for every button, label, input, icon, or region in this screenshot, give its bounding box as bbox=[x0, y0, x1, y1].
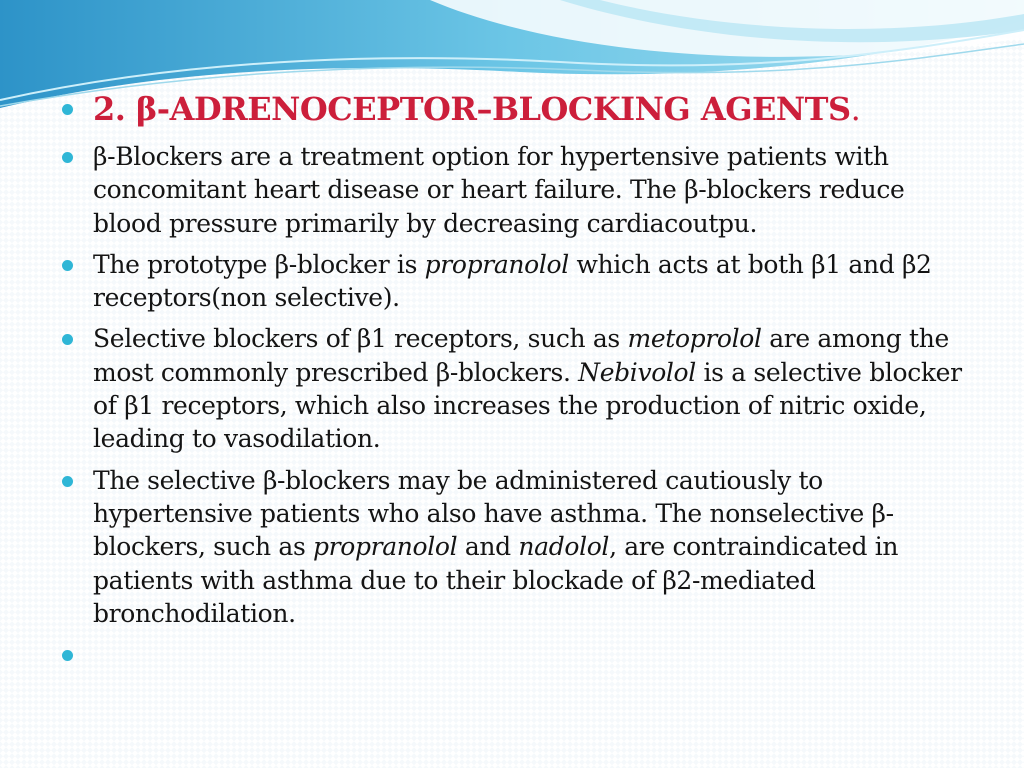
bullet-dot-icon bbox=[62, 650, 73, 661]
drug-name: Nebivolol bbox=[578, 357, 696, 387]
bullet-dot-icon bbox=[62, 152, 73, 163]
bullet-item-1 bbox=[62, 140, 967, 240]
drug-name: propranolol bbox=[313, 532, 458, 562]
drug-name: propranolol bbox=[424, 249, 569, 279]
bullet-item-4 bbox=[62, 464, 967, 630]
slide-title: 2. β-ADRENOCEPTOR–BLOCKING AGENTS. bbox=[93, 90, 861, 128]
bullet-item-empty bbox=[62, 638, 967, 671]
bullet-text: Selective blockers of β1 receptors, such as metoprolol are among the most commonly prescribed β-blockers. Nebivolol is a selective blocker of β1 receptors, which also increases the production of nitric oxide, leading to vasodilation. bbox=[93, 324, 962, 454]
bullet-text: The prototype β-blocker is propranolol which acts at both β1 and β2 receptors(non selective). bbox=[93, 249, 932, 313]
slide-body bbox=[62, 86, 967, 671]
bullet-text: The selective β-blockers may be administered cautiously to hypertensive patients who also have asthma. The nonselective β-blockers, such as propranolol and nadolol, are contraindicated in patients with asthma due to their blockade of β2-mediated bronchodilation. bbox=[93, 465, 899, 628]
bullet-item-2 bbox=[62, 248, 967, 315]
bullet-item-3 bbox=[62, 322, 967, 455]
bullet-dot-icon bbox=[62, 260, 73, 271]
bullet-dot-icon bbox=[62, 476, 73, 487]
bullet-dot-icon bbox=[62, 104, 73, 115]
bullet-text: β-Blockers are a treatment option for hypertensive patients with concomitant heart disease or heart failure. The β-blockers reduce blood pressure primarily by decreasing cardiacoutpu. bbox=[93, 142, 905, 238]
drug-name: metoprolol bbox=[627, 324, 762, 354]
bullet-dot-icon bbox=[62, 334, 73, 345]
drug-name: nadolol bbox=[518, 532, 610, 562]
slide-title-row bbox=[62, 86, 967, 132]
